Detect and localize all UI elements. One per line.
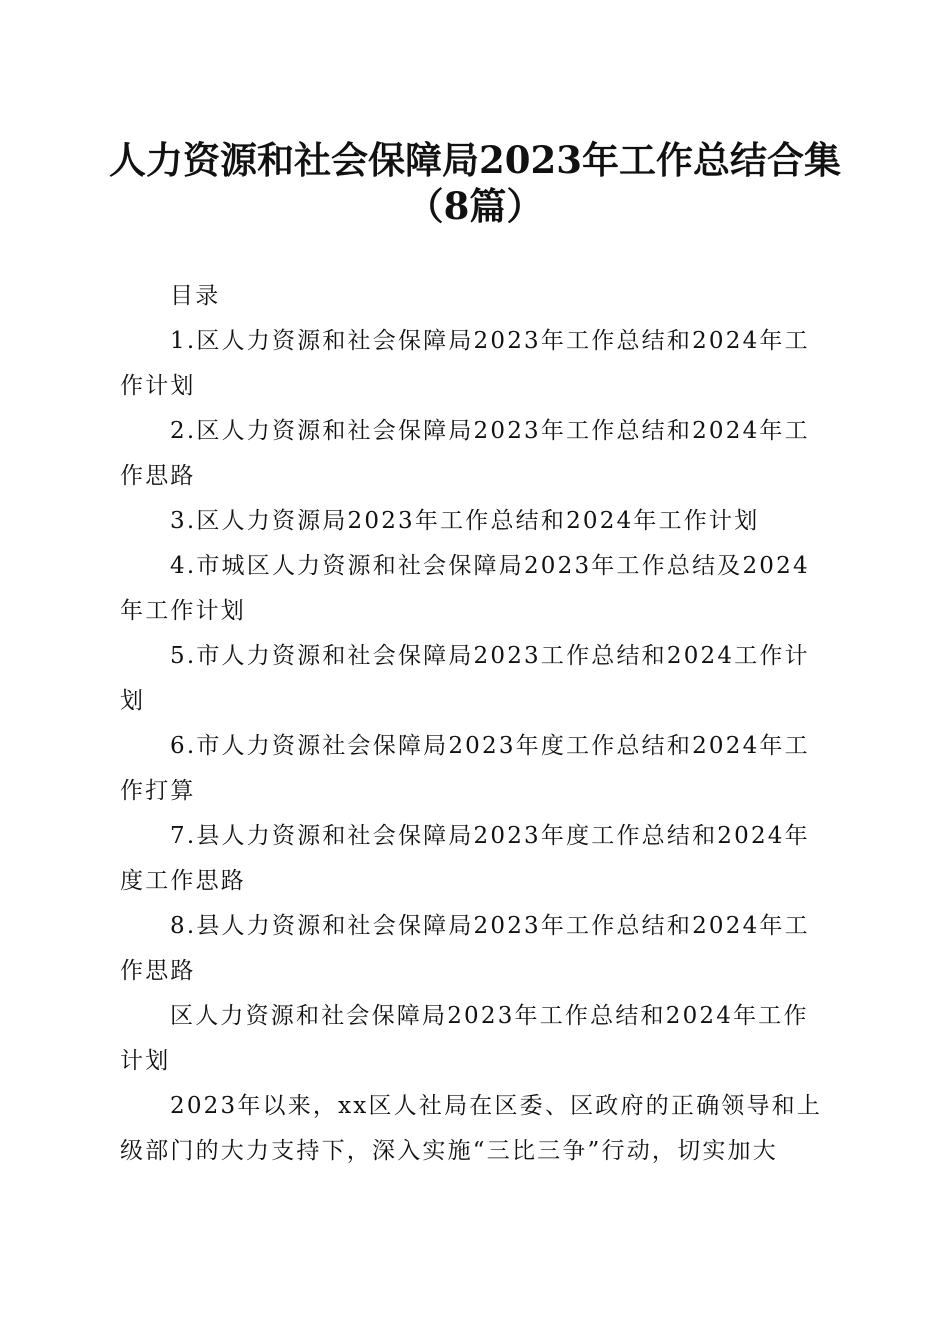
document-title-line-1: 人力资源和社会保障局2023年工作总结合集 xyxy=(109,138,841,182)
toc-item-8-line-2: 作思路 xyxy=(120,958,196,984)
toc-item-2-line-2: 作思路 xyxy=(120,463,196,489)
toc-item-5-line-1: 5.市人力资源和社会保障局2023工作总结和2024工作计 xyxy=(170,643,810,669)
toc-item-8-line-1: 8.县人力资源和社会保障局2023年工作总结和2024年工 xyxy=(170,913,810,939)
toc-item-7-line-2: 度工作思路 xyxy=(120,868,246,894)
toc-item-1-line-1: 1.区人力资源和社会保障局2023年工作总结和2024年工 xyxy=(170,328,810,354)
toc-item-1-line-2: 作计划 xyxy=(120,373,196,399)
toc-item-3-line-1: 3.区人力资源局2023年工作总结和2024年工作计划 xyxy=(170,508,760,534)
toc-item-6-line-2: 作打算 xyxy=(120,778,196,804)
toc-item-5-line-2: 划 xyxy=(120,688,146,714)
section-title-line-2: 计划 xyxy=(120,1048,171,1074)
toc-item-4-line-1: 4.市城区人力资源和社会保障局2023年工作总结及2024 xyxy=(170,553,810,579)
paragraph-line-2: 级部门的大力支持下，深入实施“三比三争”行动，切实加大 xyxy=(120,1138,778,1164)
toc-item-7-line-1: 7.县人力资源和社会保障局2023年度工作总结和2024年 xyxy=(170,823,810,849)
toc-heading: 目录 xyxy=(170,283,221,309)
toc-item-2-line-1: 2.区人力资源和社会保障局2023年工作总结和2024年工 xyxy=(170,418,810,444)
paragraph-line-1: 2023年以来，xx区人社局在区委、区政府的正确领导和上 xyxy=(170,1093,823,1119)
toc-item-4-line-2: 年工作计划 xyxy=(120,598,246,624)
toc-item-6-line-1: 6.市人力资源社会保障局2023年度工作总结和2024年工 xyxy=(170,733,810,759)
section-title-line-1: 区人力资源和社会保障局2023年工作总结和2024年工作 xyxy=(170,1003,809,1029)
document-title-line-2: （8篇） xyxy=(406,184,544,228)
